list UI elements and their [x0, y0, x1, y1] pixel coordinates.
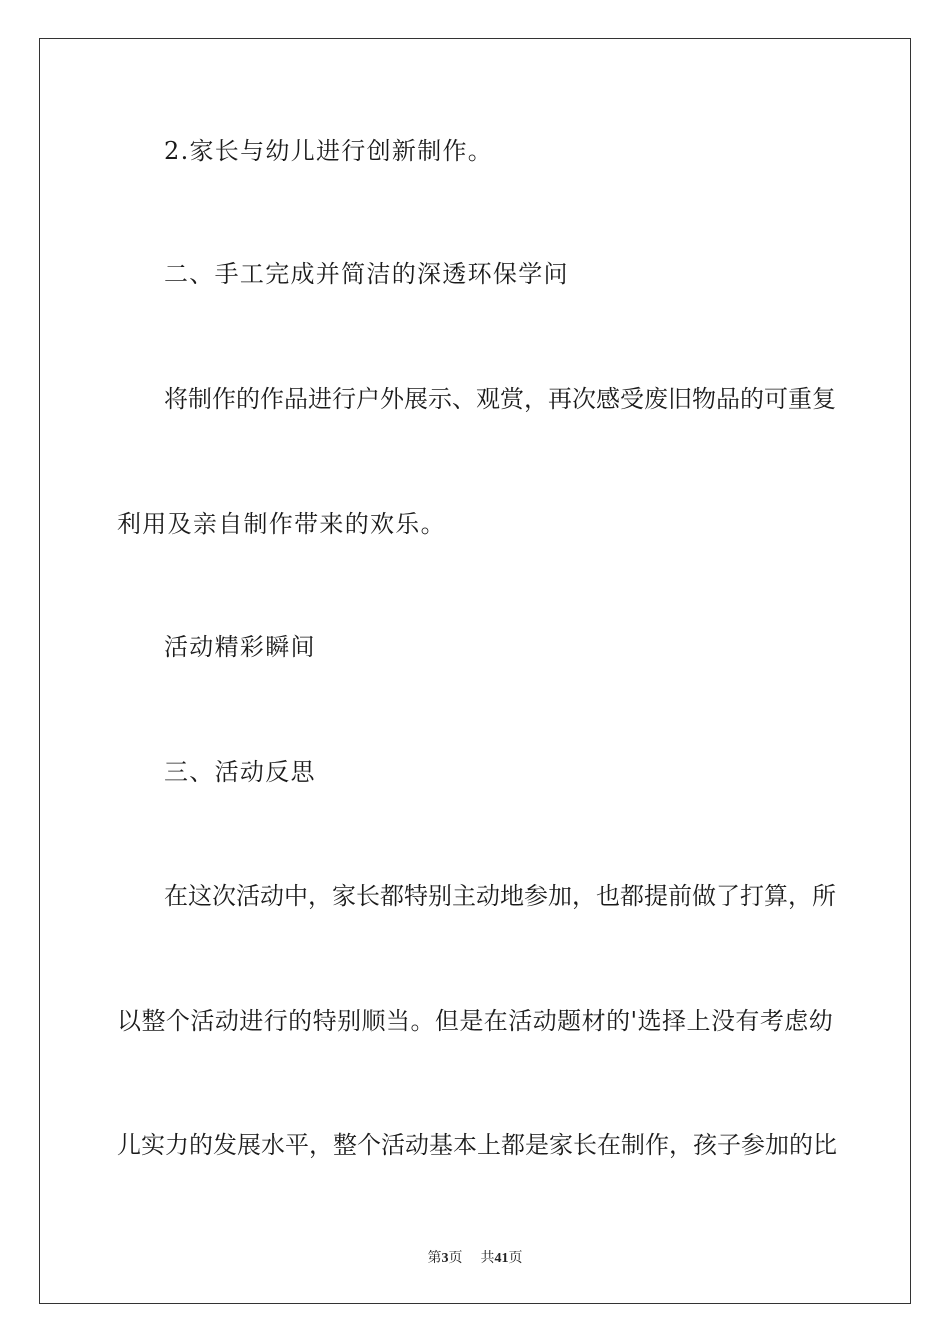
footer-page-suffix: 页 — [448, 1251, 463, 1266]
section-heading-2: 二、手工完成并简洁的深透环保学问 — [164, 260, 569, 288]
section-heading-3: 三、活动反思 — [164, 758, 316, 786]
page-border — [39, 38, 911, 1304]
paragraph-reflection-line-3: 儿 实 力 的 发 展 水 平 ， 整 个 活 动 基 本 上 都 是 家 长 在 制 作 ， 孩 子 参 加 的 比 — [117, 1131, 837, 1159]
subheading-highlights: 活动精彩瞬间 — [164, 633, 316, 661]
total-page-number: 41 — [494, 1251, 509, 1266]
page-footer — [0, 1247, 950, 1267]
footer-prefix: 第 — [427, 1251, 442, 1266]
footer-total-prefix: 共 — [480, 1251, 495, 1266]
paragraph-reflection-line-2: 以 整 个 活 动 进 行 的 特 别 顺 当 。 但 是 在 活 动 题 材 的 ' 选 择 上 没 有 考 虑 幼 — [117, 1007, 833, 1035]
current-page-number: 3 — [441, 1251, 449, 1266]
paragraph-exhibition-line-1: 将 制 作 的 作 品 进 行 户 外 展 示 、 观 赏 ， 再 次 感 受 废 旧 物 品 的 可 重 复 — [164, 385, 836, 413]
footer-total-suffix: 页 — [508, 1251, 523, 1266]
paragraph-reflection-line-1: 在 这 次 活 动 中 ， 家 长 都 特 别 主 动 地 参 加 ， 也 都 提 前 做 了 打 算 ， 所 — [164, 882, 836, 910]
paragraph-step-2: 2.家长与幼儿进行创新制作。 — [164, 137, 494, 165]
paragraph-exhibition-line-2: 利用及亲自制作带来的欢乐。 — [117, 510, 446, 538]
